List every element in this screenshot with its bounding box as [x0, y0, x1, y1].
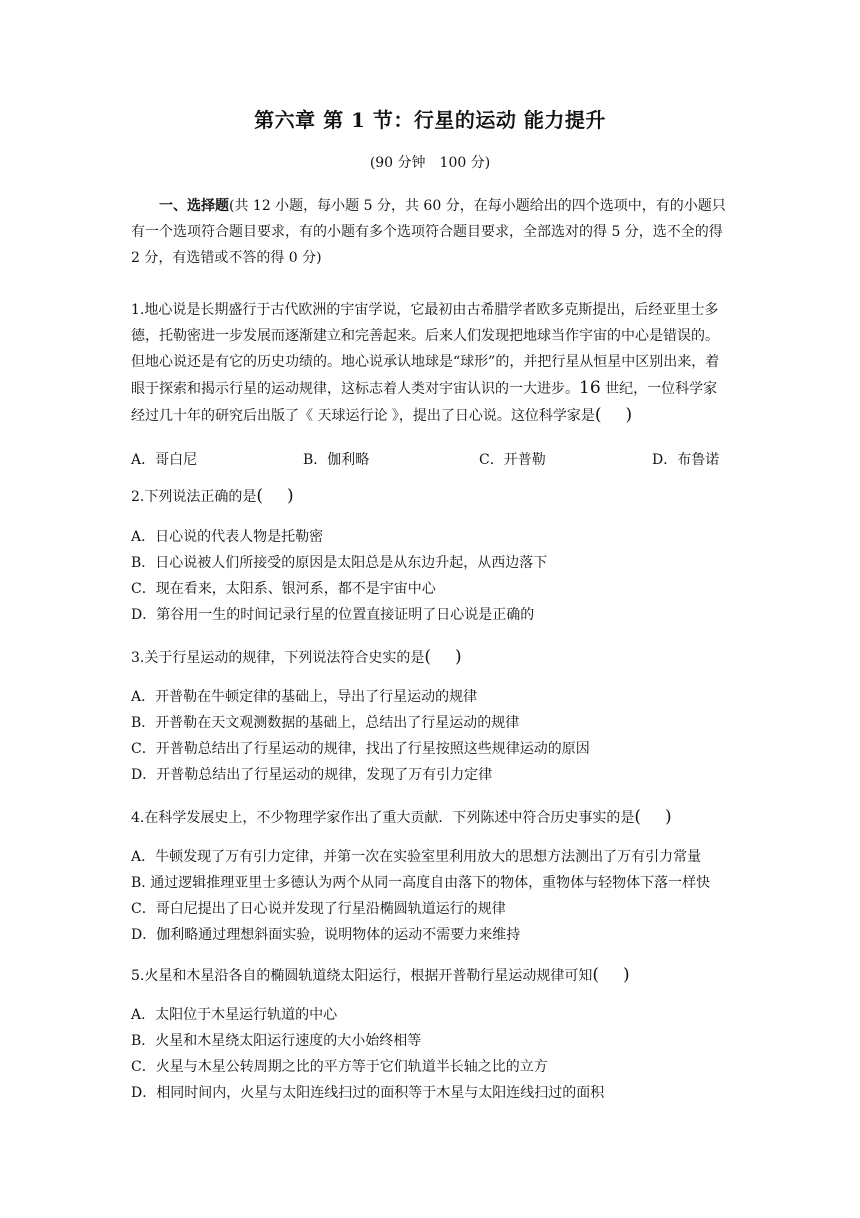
- page-title: 第六章 第 1 节：行星的运动 能力提升: [254, 108, 606, 132]
- question-3-options: [131, 684, 751, 788]
- question-1-stem-a: 1.地心说是长期盛行于古代欧洲的宇宙学说，它最初由古希腊学者欧多克斯提出，后经亚里士多德，托勒密进一步发展而逐渐建立和完善起来。后来人们发现把地球当作宇宙的中心是错误的。但地心说还是有它的历史功绩的。地心说承认地球是“球形”的，并把行星从恒星中区别出来，着眼于探索和揭示行星的运动规律，这标志着人类对宇宙认识的一大进步。: [131, 302, 720, 397]
- question-3-option-d: D．开普勒总结出了行星运动的规律，发现了万有引力定律: [131, 767, 493, 783]
- question-5-option-d: D．相同时间内，火星与太阳连线扫过的面积等于木星与太阳连线扫过的面积: [131, 1085, 605, 1101]
- question-4-options: [131, 844, 751, 948]
- question-1-option-a: A．哥白尼: [131, 452, 198, 468]
- question-5-option-b: B．火星和木星绕太阳运行速度的大小始终相等: [131, 1033, 422, 1049]
- answer-parentheses: ( ): [592, 965, 630, 985]
- question-2-option-a: A．日心说的代表人物是托勒密: [131, 529, 324, 545]
- section-description: (共 12 小题，每小题 5 分，共 60 分，在每小题给出的四个选项中，有的小题只有一个选项符合题目要求，有的小题有多个选项符合题目要求，全部选对的得 5 分，选不全的得 2 分，有选错或不答的得 0 分): [131, 198, 726, 266]
- page-subtitle: (90 分钟 100 分): [369, 155, 491, 171]
- question-4-option-c: C．哥白尼提出了日心说并发现了行星沿椭圆轨道运行的规律: [131, 901, 506, 917]
- question-3-option-a: A．开普勒在牛顿定律的基础上，导出了行星运动的规律: [131, 689, 478, 705]
- question-1-option-c: C．开普勒: [479, 452, 546, 468]
- question-2-option-c: C．现在看来，太阳系、银河系，都不是宇宙中心: [131, 581, 436, 597]
- question-4-option-d: D．伽利略通过理想斜面实验，说明物体的运动不需要力来维持: [131, 927, 521, 943]
- question-4-stem: 4.在科学发展史上，不少物理学家作出了重大贡献．下列陈述中符合历史事实的是( ): [131, 804, 751, 831]
- question-4-option-a: A．牛顿发现了万有引力定律，并第一次在实验室里利用放大的思想方法测出了万有引力常量: [131, 849, 702, 865]
- question-1-options: [131, 447, 731, 473]
- question-1-option-d: D．布鲁诺: [652, 452, 720, 468]
- question-1-stem-b: 世纪，一位科学家经过几十年的研究后出版了《 天球运行论 》，提出了日心说。这位科学家是: [131, 381, 718, 424]
- question-3-option-b: B．开普勒在天文观测数据的基础上，总结出了行星运动的规律: [131, 715, 520, 731]
- question-1-option-b: B．伽利略: [303, 452, 370, 468]
- section-header: [131, 193, 731, 271]
- question-2-option-b: B．日心说被人们所接受的原因是太阳总是从东边升起，从西边落下: [131, 555, 548, 571]
- answer-parentheses: ( ): [594, 405, 633, 425]
- question-3-stem: 3.关于行星运动的规律，下列说法符合史实的是( ): [131, 644, 751, 671]
- question-5-stem: 5.火星和木星沿各自的椭圆轨道绕太阳运行，根据开普勒行星运动规律可知( ): [131, 962, 751, 989]
- question-1-century: 16: [579, 378, 601, 398]
- answer-parentheses: ( ): [634, 807, 672, 827]
- question-5-option-a: A．太阳位于木星运行轨道的中心: [131, 1007, 338, 1023]
- question-2-stem: 2.下列说法正确的是( ): [131, 483, 751, 510]
- question-4-option-b: B. 通过逻辑推理亚里士多德认为两个从同一高度自由落下的物体，重物体与轻物体下落一样快: [131, 875, 711, 891]
- question-2-option-d: D．第谷用一生的时间记录行星的位置直接证明了日心说是正确的: [131, 607, 535, 623]
- question-3-option-c: C．开普勒总结出了行星运动的规律，找出了行星按照这些规律运动的原因: [131, 741, 590, 757]
- section-heading: 一、选择题: [159, 198, 229, 214]
- answer-parentheses: ( ): [424, 647, 462, 667]
- question-5-options: [131, 1002, 751, 1106]
- answer-parentheses: ( ): [256, 486, 294, 506]
- question-1-stem: [131, 297, 731, 429]
- question-5-option-c: C．火星与木星公转周期之比的平方等于它们轨道半长轴之比的立方: [131, 1059, 548, 1075]
- question-2-options: [131, 524, 751, 628]
